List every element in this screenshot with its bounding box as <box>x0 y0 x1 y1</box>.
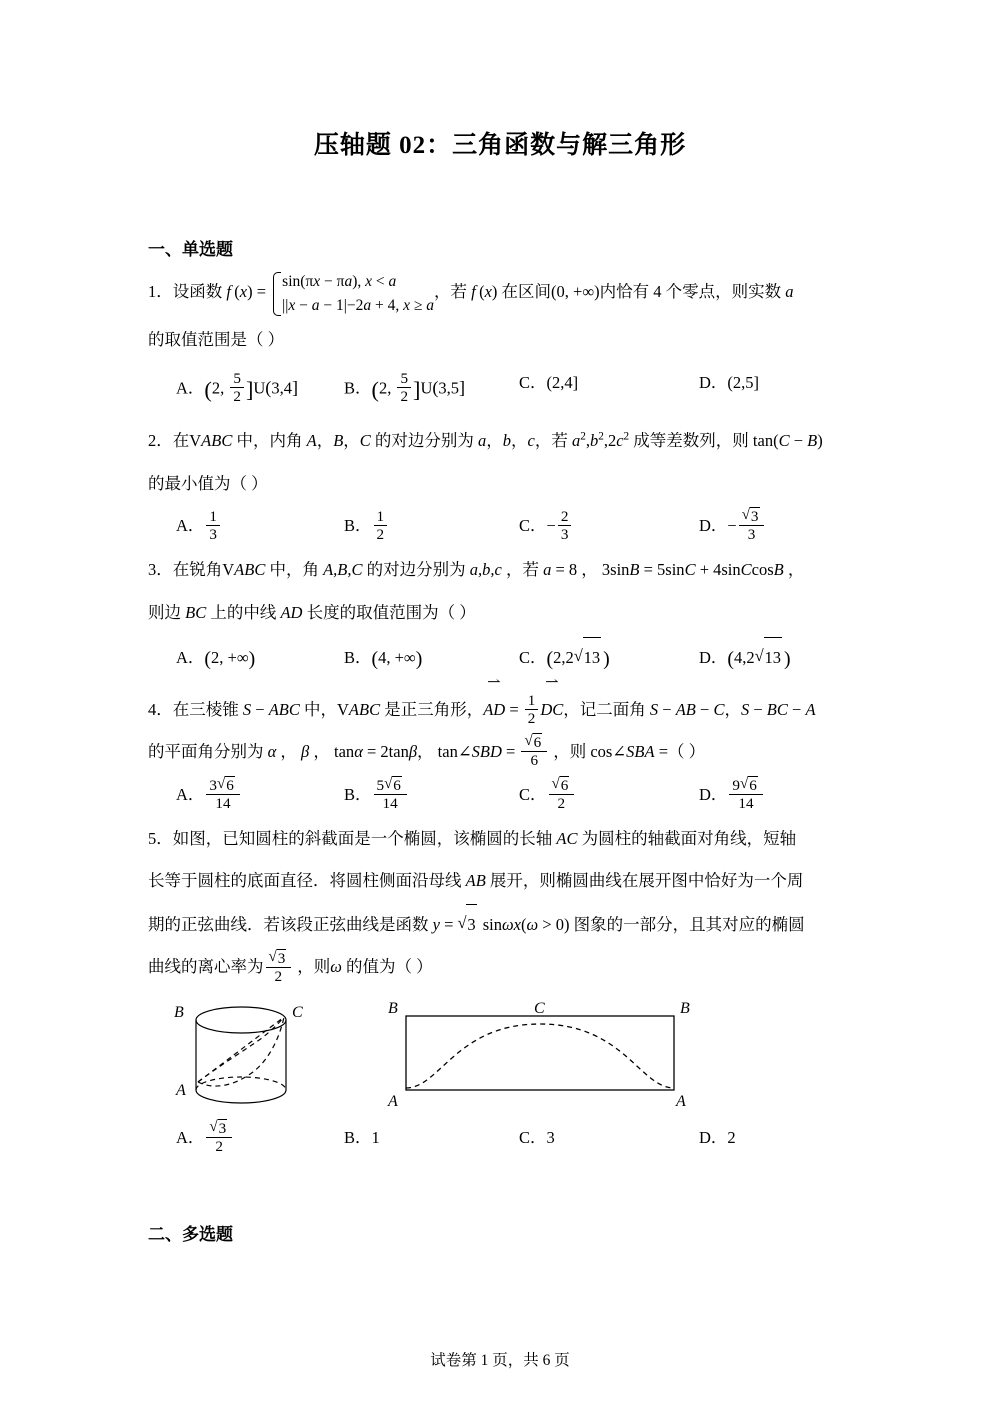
question-1-stem: 1．设函数 f (x) = sin(πx − πa), x < a ||x − a − 1|−2a + 4, x ≥ a ，若 f (x) 在区间(0, +∞)内恰有 4 个零点，则实数 a <box>148 270 852 318</box>
question-5-figures <box>148 994 852 1114</box>
document-content <box>148 161 852 1245</box>
figure-cylinder <box>158 994 348 1114</box>
option-5-B[interactable]: B．1 <box>344 1127 380 1147</box>
option-1-A[interactable]: A．(2, $\frac{5}{2}$ ]U(3,4] <box>176 370 298 406</box>
label-cyl-A: A <box>176 1081 186 1099</box>
option-3-C[interactable]: C．(2,2 √ 13 ) <box>519 635 699 684</box>
option-4-C[interactable]: C． √ $\frac{6}{2}$ <box>519 775 699 815</box>
unrolled-svg <box>384 994 714 1114</box>
question-4-options <box>148 775 852 815</box>
question-5-options <box>148 1118 852 1158</box>
question-1-options <box>148 363 852 418</box>
option-2-C[interactable]: C．− $\frac{2}{3}$ <box>519 506 699 546</box>
question-4-stem-line2: 的平面角分别为 α ， β ， tanα = 2tanβ， tan∠SBD = √ $\frac{6}{6}$ ，则 cos∠SBA =（ ） <box>148 732 852 772</box>
question-3-stem-line2: 则边 BC 上的中线 AD 长度的取值范围为（ ） <box>148 602 476 622</box>
question-4-stem: 4．在三棱锥 S − ABC 中，VABC 是正三角形，⇀ AD = $\frac{1}{2}$ ⇀ DC，记二面角 S − AB − C，S − BC − A <box>148 688 852 730</box>
question-2-options <box>148 506 852 546</box>
label-rect-B-right: B <box>680 999 690 1017</box>
option-4-A[interactable]: A． $\frac{3 √ 6}{14}$ <box>176 775 344 815</box>
option-5-C[interactable]: C．3 <box>519 1127 555 1147</box>
page-footer: 试卷第 1 页，共 6 页 <box>430 1352 570 1369</box>
option-3-D[interactable]: D．(4,2 √ 13 ) <box>699 635 791 684</box>
question-5-stem-line2: 长等于圆柱的底面直径．将圆柱侧面沿母线 AB 展开，则椭圆曲线在展开图中恰好为一个周 <box>148 871 804 891</box>
section-heading-multi-choice: 二、多选题 <box>148 1225 233 1245</box>
question-2-stem: 2．在VABC 中，内角 A，B，C 的对边分别为 a，b，c，若 $a^2,b^2,2c^2$ 成等差数列，则 tan(C − B) <box>148 430 823 451</box>
option-5-A[interactable]: A． √ $\frac{3}{2}$ <box>176 1118 344 1158</box>
cylinder-svg <box>158 994 348 1114</box>
label-rect-A-right: A <box>676 1092 686 1110</box>
piecewise-cases: sin(πx − πa), x < a ||x − a − 1|−2a + 4, x ≥ a <box>270 270 434 318</box>
option-2-B[interactable]: B． $\frac{1}{2}$ <box>344 506 519 546</box>
option-3-B[interactable]: B．(4, +∞) <box>344 648 423 671</box>
option-1-D[interactable]: D．(2,5] <box>699 372 760 392</box>
option-5-D[interactable]: D．2 <box>699 1127 736 1147</box>
question-5-stem-line4: 曲线的离心率为 √ $\frac{3}{2}$ ，则ω 的值为（ ） <box>148 947 852 987</box>
question-5-stem: 5．如图，已知圆柱的斜截面是一个椭圆，该椭圆的长轴 AC 为圆柱的轴截面对角线，短轴 <box>148 828 797 848</box>
option-4-D[interactable]: D． $\frac{9 √ 6}{14}$ <box>699 775 765 815</box>
question-5-stem-line3: 期的正弦曲线．若该段正弦曲线是函数 y = √ 3 sinωx(ω > 0) 图象的一部分，且其对应的椭圆 <box>148 904 852 945</box>
label-cyl-C: C <box>292 1003 303 1021</box>
label-rect-A-left: A <box>388 1092 398 1110</box>
section-heading-single-choice: 一、单选题 <box>148 240 233 259</box>
option-4-B[interactable]: B． $\frac{5 √ 6}{14}$ <box>344 775 519 815</box>
label-cyl-B: B <box>174 1003 184 1021</box>
option-1-B[interactable]: B．(2, $\frac{5}{2}$ ]U(3,5] <box>344 370 466 406</box>
page-title: 压轴题 02：三角函数与解三角形 <box>313 132 687 159</box>
question-1-stem-line2: 的取值范围是（ ） <box>148 330 285 350</box>
label-rect-C: C <box>534 999 545 1017</box>
question-3-stem: 3．在锐角VABC 中，角 A,B,C 的对边分别为 a,b,c ，若 a = 8 ， 3sinB = 5sinC + 4sinCcosB ， <box>148 560 805 580</box>
question-2-stem-line2: 的最小值为（ ） <box>148 473 268 493</box>
option-3-A[interactable]: A．(2, +∞) <box>176 648 256 671</box>
option-2-D[interactable]: D．− √ $\frac{3}{3}$ <box>699 506 766 546</box>
figure-unrolled <box>384 994 714 1114</box>
option-2-A[interactable]: A． $\frac{1}{3}$ <box>176 506 344 546</box>
option-1-C[interactable]: C．(2,4] <box>519 372 579 392</box>
label-rect-B-left: B <box>388 999 398 1017</box>
